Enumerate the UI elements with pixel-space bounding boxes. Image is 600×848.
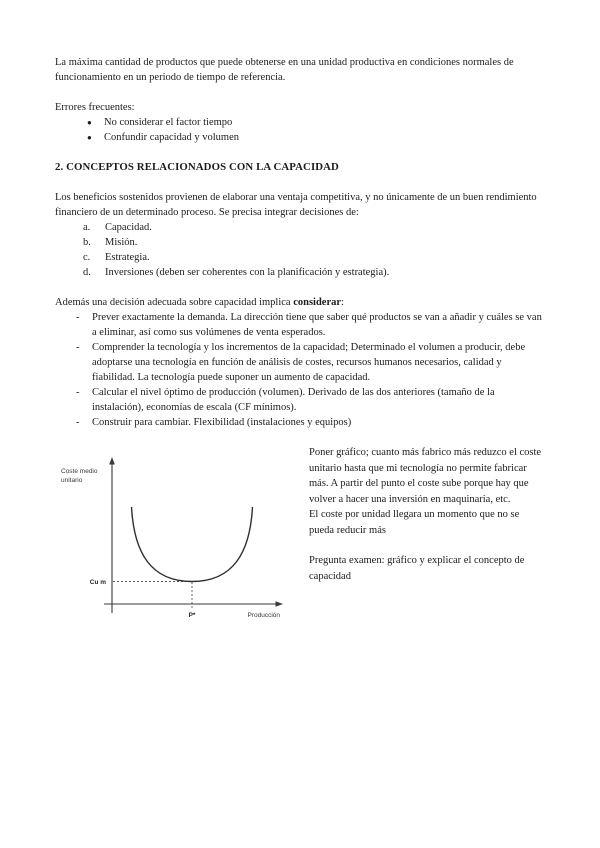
section-heading: 2. CONCEPTOS RELACIONADOS CON LA CAPACIDAD [55,161,339,173]
considerations-intro-prefix: Además una decisión adecuada sobre capacidad implica [55,297,294,308]
considerations-intro-bold: considerar [293,297,342,308]
dash-icon: - [76,342,80,353]
decision-item-text: Estrategia. [105,252,150,263]
average-unit-cost-chart-svg [50,453,300,631]
y-axis-label-line2: unitario [61,477,83,484]
consideration-item-text: Prever exactamente la demanda. La dirección tiene que saber qué productos se van a añadir y cuáles se van a eliminar, así como sus volúmenes de venta esperados. [92,312,542,338]
considerations-intro [55,295,545,310]
cost-curve-chart [55,445,305,631]
bullet-icon: ● [87,118,92,127]
decision-item-text: Misión. [105,237,138,248]
decisions-lettered-list [55,220,545,280]
list-item [55,265,545,280]
note-paragraph-2: El coste por unidad llegara un momento que no se pueda reducir más [309,509,520,536]
decision-item-text: Inversiones (deben ser coherentes con la planificación y estrategia). [105,267,390,278]
list-letter: b. [83,237,91,248]
average-cost-curve [132,507,253,582]
note-paragraph-1: Poner gráfico; cuanto más fabrico más reduzco el coste unitario hasta que mi tecnología no permite fabricar más. A partir del punto el coste sube porque hay que volver a hacer una inversión en maquinaria, etc. [309,447,542,505]
error-item-text: Confundir capacidad y volumen [104,132,240,143]
list-item [55,310,545,340]
list-item [55,235,545,250]
list-item [55,250,545,265]
note-paragraph-3: Pregunta examen: gráfico y explicar el concepto de capacidad [309,555,525,582]
decision-item-text: Capacidad. [105,222,152,233]
x-axis-arrow-icon [276,601,284,607]
list-item [55,130,545,145]
consideration-item-text: Comprender la tecnología y los incrementos de la capacidad; Determinado el volumen a producir, debe adoptarse una tecnología en función de análisis de costes, recursos humanos necesarios, calidad y fiabilidad. La tecnología puede suponer un aumento de capacidad. [92,342,526,383]
y-axis-label-line1: Coste medio [61,468,98,475]
section-intro-paragraph: Los beneficios sostenidos provienen de elaborar una ventaja competitiva, y no únicamente de un buen rendimiento financiero de un determinado proceso. Se precisa integrar decisiones de: [55,192,537,218]
dash-icon: - [76,387,80,398]
consideration-item-text: Calcular el nivel óptimo de producción (volumen). Derivado de las dos anteriores (tamaño de la instalación), economías de escala (CF mínimos). [92,387,495,413]
list-item [55,220,545,235]
dash-icon: - [76,417,80,428]
y-axis-arrow-icon [109,457,115,465]
consideration-item-text: Construir para cambiar. Flexibilidad (instalaciones y equipos) [92,417,352,428]
intro-paragraph: La máxima cantidad de productos que puede obtenerse en una unidad productiva en condiciones normales de funcionamiento en un periodo de tiempo de referencia. [55,57,514,83]
list-letter: c. [83,252,91,263]
optimal-production-label: P* [188,612,196,619]
figure-and-notes-row [55,445,545,631]
list-item [55,385,545,415]
margin-notes [305,445,545,584]
errors-label: Errores frecuentes: [55,102,135,113]
list-letter: a. [83,222,91,233]
bullet-icon: ● [87,133,92,142]
list-letter: d. [83,267,91,278]
error-item-text: No considerar el factor tiempo [104,117,233,128]
x-axis-label: Producción [247,612,280,619]
dash-icon: - [76,312,80,323]
list-item [55,115,545,130]
list-item [55,340,545,385]
considerations-intro-suffix: : [341,297,344,308]
min-cost-label: Cu m [89,579,106,586]
errors-list [55,115,545,145]
list-item [55,415,545,430]
considerations-list [55,310,545,430]
